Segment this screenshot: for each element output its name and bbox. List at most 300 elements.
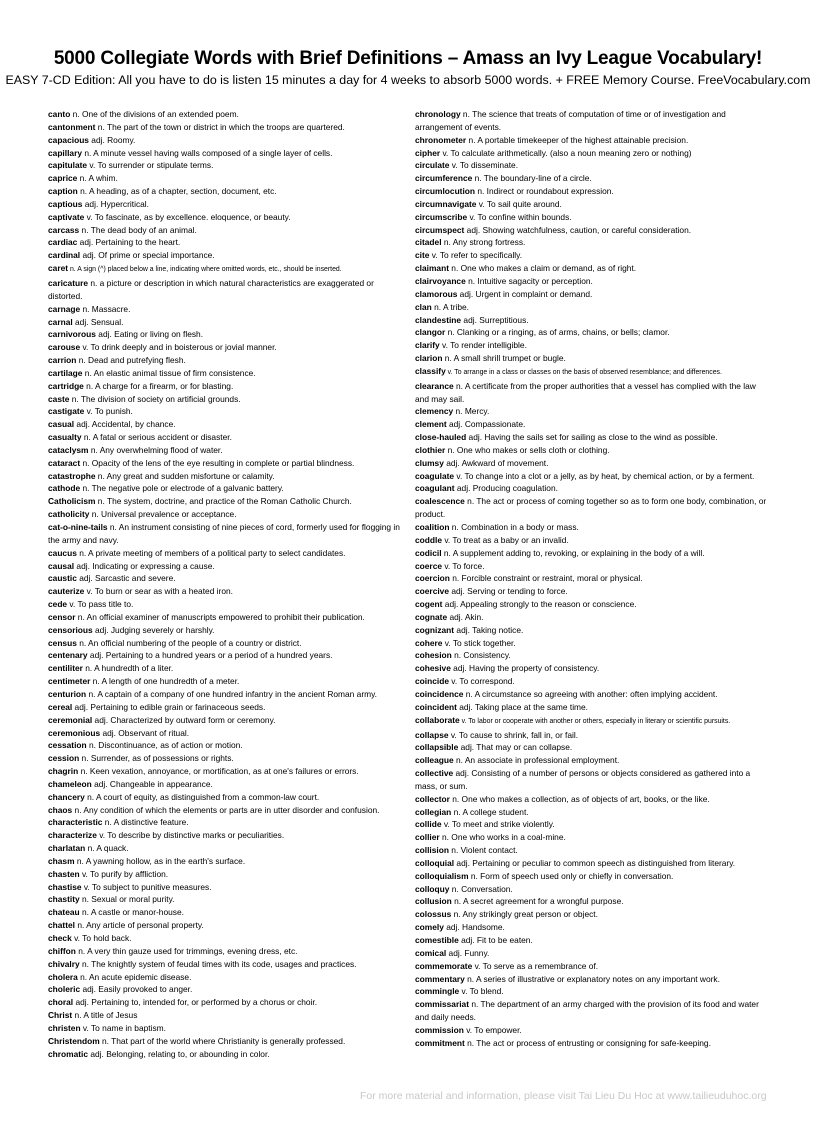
dictionary-entry [415,547,770,560]
entry-word: centiliter [48,663,83,674]
entry-definition: v. To empower. [463,1024,522,1035]
dictionary-entry [415,339,770,352]
dictionary-entry [48,701,400,714]
entry-word: cardinal [48,250,81,261]
dictionary-entry [415,108,770,134]
dictionary-entry [48,211,400,224]
dictionary-entry [48,598,400,611]
entry-word: casualty [48,432,82,443]
entry-word: clearance [415,380,454,391]
entry-definition: adj. Appealing strongly to the reason or conscience. [442,599,637,610]
entry-word: codicil [415,547,442,558]
dictionary-entry [415,470,770,483]
entry-definition: v. To arrange in a class or classes on the basis of observed resemblance; and differences. [445,368,722,376]
page-subtitle: EASY 7-CD Edition: All you have to do is listen 15 minutes a day for 4 weeks to absorb 5000 words. + FREE Memory Course. FreeVocabulary.com [5,73,811,87]
entry-definition: adj. Akin. [447,611,484,622]
dictionary-entry [48,185,400,198]
entry-definition: adj. Belonging, relating to, or abounding in color. [88,1048,270,1059]
entry-word: cognizant [415,624,455,635]
entry-word: colloquialism [415,870,469,881]
entry-word: claimant [415,263,449,274]
entry-definition: n. Consistency. [451,650,511,661]
dictionary-entry [48,1035,400,1048]
entry-word: coalition [415,522,450,532]
entry-definition: v. To hold back. [71,933,132,943]
entry-word: chasm [48,855,75,866]
entry-word: characterize [48,830,97,841]
dictionary-entry [415,534,770,547]
entry-word: collision [415,845,449,856]
entry-word: clairvoyance [415,275,466,286]
dictionary-entry [48,1022,400,1035]
entry-word: commingle [415,986,460,997]
entry-definition: adj. Pertaining to edible grain or farinaceous seeds. [72,701,266,712]
dictionary-entry [48,405,400,418]
entry-definition: adj. Compassionate. [446,419,526,430]
dictionary-entry [415,895,770,908]
dictionary-entry [48,236,400,249]
entry-definition: adj. Accidental, by chance. [74,419,176,430]
entry-definition: n. Violent contact. [448,845,518,856]
entry-definition: n. A charge for a firearm, or for blasting. [83,380,234,391]
entry-definition: adj. Easily provoked to anger. [80,984,193,995]
entry-definition: adj. Consisting of a number of persons or objects considered as gathered into a mass, or sum. [415,768,751,791]
entry-word: circumference [415,173,473,184]
entry-word: chattel [48,920,75,931]
entry-word: coerce [415,560,443,571]
dictionary-entry [48,842,400,855]
entry-definition: adj. Pertaining to, intended for, or performed by a chorus or choir. [73,997,318,1008]
entry-word: chameleon [48,778,92,789]
dictionary-entry [415,495,770,521]
entry-word: chromatic [48,1048,89,1059]
entry-definition: v. To confine within bounds. [467,211,572,222]
page-title: 5000 Collegiate Words with Brief Definitions – Amass an Ivy League Vocabulary! [53,48,763,69]
entry-word: collier [415,832,440,843]
dictionary-entry [48,688,400,701]
entry-word: clan [415,301,432,312]
entry-definition: adj. Of prime or special importance. [80,250,215,261]
footer-note: For more material and information, please visit Tai Lieu Du Hoc at www.tailieuduhoc.org [360,1090,767,1102]
entry-definition: n. Clanking or a ringing, as of arms, chains, or bells; clamor. [445,327,670,338]
dictionary-entry [48,262,400,277]
entry-definition: adj. Sensual. [72,316,124,327]
entry-definition: v. To change into a clot or a jelly, as by heat, by chemical action, or by a ferment. [454,470,755,481]
entry-word: carnivorous [48,329,96,340]
entry-word: coincidence [415,688,464,699]
entry-definition: v. To pass title to. [67,599,134,610]
entry-word: clothier [415,444,446,455]
entry-definition: n. Intuitive sagacity or perception. [465,275,593,286]
entry-word: censorious [48,624,93,635]
entry-definition: adj. Pertaining to the heart. [77,237,181,248]
dictionary-entry [415,729,770,742]
dictionary-entry [48,611,400,624]
entry-word: circumscribe [415,211,468,222]
dictionary-entry [48,482,400,495]
entry-definition: n. The boundary-line of a circle. [472,173,592,184]
dictionary-entry [48,1009,400,1022]
entry-definition: n. Any strikingly great person or object. [451,909,598,920]
dictionary-entry [415,159,770,172]
entry-definition: n. An elastic animal tissue of firm consistence. [82,367,256,378]
dictionary-entry [48,958,400,971]
entry-word: centimeter [48,676,91,687]
dictionary-entry [48,380,400,393]
entry-definition: n. A series of illustrative or explanatory notes on any important work. [464,973,720,984]
entry-definition: adj. Pertaining to a hundred years or a period of a hundred years. [87,650,333,661]
entry-definition: n. Massacre. [80,303,131,314]
dictionary-entry [415,883,770,896]
entry-word: caucus [48,547,77,558]
entry-definition: n. A captain of a company of one hundred infantry in the ancient Roman army. [86,688,377,699]
entry-word: cognate [415,611,448,622]
entry-definition: v. To correspond. [448,676,515,687]
dictionary-entry [48,919,400,932]
dictionary-entry [48,367,400,380]
dictionary-entry [415,1024,770,1037]
dictionary-entry [48,508,400,521]
dictionary-entry [415,560,770,573]
entry-definition: n. Keen vexation, annoyance, or mortification, as at one's failures or errors. [78,766,359,777]
dictionary-entry [415,585,770,598]
entry-definition: adj. Showing watchfulness, caution, or careful consideration. [464,224,692,235]
entry-word: coalescence [415,496,465,507]
entry-definition: adj. Serving or tending to force. [449,586,568,597]
entry-word: colossus [415,909,452,920]
dictionary-entry [415,418,770,431]
entry-word: coercive [415,586,449,597]
entry-word: chateau [48,907,80,918]
dictionary-entry [48,444,400,457]
entry-definition: v. To calculate arithmetically. (also a noun meaning zero or nothing) [440,147,692,158]
entry-word: caret [48,263,69,274]
entry-definition: v. To fascinate, as by excellence. eloquence, or beauty. [84,211,291,222]
dictionary-entry [48,341,400,354]
entry-word: comical [415,947,447,958]
entry-definition: n. Discontinuance, as of action or motion. [86,740,243,751]
entry-word: comestible [415,935,459,945]
dictionary-entry [415,908,770,921]
entry-word: carrion [48,355,77,366]
entry-word: clement [415,419,447,430]
entry-definition: n. A college student. [451,806,529,817]
entry-word: carouse [48,342,81,353]
entry-word: centenary [48,650,88,661]
dictionary-entry [415,211,770,224]
entry-word: capillary [48,147,82,158]
entry-definition: n. Conversation. [449,883,513,894]
entry-word: caustic [48,573,77,584]
dictionary-entry [48,996,400,1009]
entry-definition: n. An acute epidemic disease. [77,971,192,982]
entry-definition: v. To sail quite around. [476,198,562,209]
entry-definition: n. Combination in a body or mass. [449,522,579,532]
entry-word: clandestine [415,314,462,325]
dictionary-entry [415,249,770,262]
entry-definition: adj. Observant of ritual. [100,727,190,738]
entry-definition: n. An official numbering of the people of a country or district. [76,637,302,648]
entry-definition: n. A portable timekeeper of the highest attainable precision. [466,134,689,145]
entry-definition: adj. Changeable in appearance. [91,778,213,789]
dictionary-entry [48,547,400,560]
dictionary-entry [48,108,400,121]
dictionary-entry [415,947,770,960]
entry-definition: adj. Urgent in complaint or demand. [457,288,593,299]
entry-definition: adj. Eating or living on flesh. [95,329,204,340]
dictionary-entry [415,973,770,986]
entry-word: causal [48,560,75,571]
dictionary-entry [48,778,400,791]
dictionary-entry [48,585,400,598]
entry-word: cardiac [48,237,78,248]
entry-word: caricature [48,277,89,288]
entry-word: cathode [48,483,81,494]
dictionary-entry [48,714,400,727]
entry-definition: n. The department of an army charged with the provision of its food and water and daily needs. [415,999,759,1023]
dictionary-entry [415,741,770,754]
dictionary-entry [415,572,770,585]
dictionary-entry [415,521,770,534]
entry-definition: n. Any strong fortress. [441,237,526,248]
dictionary-entry [48,752,400,765]
entry-definition: n. Mercy. [453,406,490,417]
dictionary-entry [415,431,770,444]
entry-definition: n. A circumstance so agreeing with another: often implying accident. [463,688,718,699]
entry-word: chancery [48,791,85,802]
entry-word: collector [415,793,450,804]
entry-definition: v. To name in baptism. [80,1022,166,1033]
entry-word: chagrin [48,766,79,777]
entry-word: circumnavigate [415,198,477,209]
entry-word: coagulant [415,483,455,494]
entry-word: commentary [415,973,465,984]
entry-word: ceremonial [48,714,93,725]
entry-definition: n. The division of society on artificial grounds. [69,393,241,404]
dictionary-entry [48,893,400,906]
entry-definition: n. An official examiner of manuscripts empowered to prohibit their publication. [75,611,365,622]
entry-definition: adj. Roomy. [88,134,136,145]
entry-definition: v. To describe by distinctive marks or peculiarities. [96,830,285,841]
dictionary-entry [48,816,400,829]
dictionary-entry [48,572,400,585]
entry-word: cede [48,599,68,610]
entry-definition: adj. Sarcastic and severe. [76,573,176,584]
dictionary-entry [48,868,400,881]
dictionary-entry [48,637,400,650]
entry-word: cartridge [48,380,84,391]
entry-definition: v. To punish. [84,406,133,417]
entry-definition: adj. Producing coagulation. [454,483,558,494]
dictionary-entry [48,624,400,637]
dictionary-entry [415,793,770,806]
entry-definition: n. The science that treats of computation of time or of investigation and arrangement of events. [415,109,726,132]
entry-definition: n. One of the divisions of an extended poem. [70,109,239,119]
entry-word: chastity [48,894,80,905]
dictionary-entry [415,147,770,160]
dictionary-entry [48,804,400,817]
entry-word: captivate [48,211,85,222]
entry-definition: n. A court of equity, as distinguished from a common-law court. [84,791,320,802]
entry-definition: n. Any overwhelming flood of water. [88,444,223,455]
dictionary-entry [48,147,400,160]
entry-word: carnage [48,303,81,314]
entry-word: collusion [415,896,452,907]
entry-definition: n. A distinctive feature. [102,817,189,828]
entry-word: clemency [415,406,454,417]
dictionary-entry [415,185,770,198]
entry-word: cite [415,250,430,261]
dictionary-entry [415,649,770,662]
entry-word: clumsy [415,457,444,468]
entry-word: caption [48,186,78,197]
entry-word: clangor [415,327,446,338]
dictionary-entry [48,159,400,172]
entry-definition: n. One who makes a collection, as of objects of art, books, or the like. [449,793,710,804]
dictionary-entry [415,767,770,793]
entry-definition: n. A whim. [77,173,118,184]
entry-definition: n. A certificate from the proper authorities that a vessel has complied with the law and may sail. [415,380,756,404]
entry-definition: n. A title of Jesus [72,1010,138,1021]
entry-word: cataract [48,457,81,468]
dictionary-entry [48,739,400,752]
entry-definition: adj. Hypercritical. [82,198,149,209]
entry-definition: n. The dead body of an animal. [79,224,197,235]
dictionary-entry [48,277,400,303]
entry-definition: n. Sexual or moral purity. [79,894,175,905]
dictionary-entry [415,326,770,339]
entry-definition: n. The negative pole or electrode of a galvanic battery. [80,483,284,494]
entry-definition: adj. Funny. [446,947,490,958]
dictionary-entry [415,998,770,1024]
dictionary-entry [415,921,770,934]
dictionary-entry [415,844,770,857]
entry-definition: v. To meet and strike violently. [441,819,555,830]
dictionary-entry [415,301,770,314]
dictionary-entry [415,688,770,701]
entry-definition: n. That part of the world where Christianity is generally professed. [99,1035,346,1046]
entry-definition: n. A supplement adding to, revoking, or explaining in the body of a will. [441,547,705,558]
entry-definition: n. Forcible constraint or restraint, moral or physical. [449,573,643,584]
dictionary-entry [415,275,770,288]
entry-definition: n. The act or process of coming together so as to form one body, combination, or product. [415,496,767,520]
entry-definition: n. Universal prevalence or acceptance. [89,509,237,520]
entry-definition: v. To purify by affliction. [79,868,169,879]
entry-word: colloquy [415,883,450,894]
dictionary-entry [415,985,770,998]
entry-definition: n. A castle or manor-house. [79,907,184,918]
entry-word: comely [415,922,444,933]
entry-definition: adj. Handsome. [443,922,505,933]
dictionary-entry [48,829,400,842]
dictionary-entry [48,906,400,919]
entry-word: chaos [48,804,73,815]
entry-definition: n. A minute vessel having walls composed of a single layer of cells. [82,147,333,158]
entry-definition: n. The part of the town or district in which the troops are quartered. [95,121,345,132]
entry-word: colleague [415,755,454,766]
dictionary-entry [415,365,770,380]
entry-definition: n. The knightly system of feudal times with its code, usages and practices. [79,958,357,969]
entry-definition: adj. Having the sails set for sailing as close to the wind as possible. [466,432,718,443]
dictionary-entry [415,714,770,729]
entry-word: carnal [48,316,73,327]
entry-word: circulate [415,160,450,171]
entry-definition: adj. Taking notice. [454,624,524,635]
entry-word: census [48,637,77,648]
dictionary-entry [415,482,770,495]
entry-definition: adj. Taking place at the same time. [456,701,589,712]
entry-definition: n. A sign (^) placed below a line, indicating where omitted words, etc., should be inserted. [68,266,342,274]
dictionary-entry [415,754,770,767]
entry-definition: n. The system, doctrine, and practice of the Roman Catholic Church. [95,496,352,507]
entry-word: characteristic [48,817,103,828]
dictionary-entry [48,457,400,470]
dictionary-entry [415,198,770,211]
entry-word: coagulate [415,470,455,481]
entry-definition: n. Any condition of which the elements or parts are in utter disorder and confusion. [72,804,380,815]
entry-definition: v. To surrender or stipulate terms. [87,160,214,171]
entry-definition: v. To force. [442,560,485,571]
dictionary-entry [415,637,770,650]
entry-definition: n. The act or process of entrusting or consigning for safe-keeping. [464,1037,711,1048]
entry-word: cogent [415,599,443,610]
entry-definition: n. A yawning hollow, as in the earth's surface. [74,855,246,866]
entry-word: cereal [48,701,73,712]
entry-word: coercion [415,573,450,584]
dictionary-entry [415,405,770,418]
dictionary-entry [48,881,400,894]
entry-definition: n. One who makes or sells cloth or clothing. [445,444,610,455]
right-column [415,108,770,1050]
entry-word: commitment [415,1037,465,1048]
entry-definition: n. A tribe. [431,301,470,312]
dictionary-entry [48,328,400,341]
dictionary-entry [48,431,400,444]
entry-word: coincident [415,701,457,712]
entry-definition: n. A private meeting of members of a political party to select candidates. [76,547,346,558]
entry-word: carcass [48,224,80,235]
entry-definition: n. Dead and putrefying flesh. [76,355,186,366]
entry-definition: v. To subject to punitive measures. [81,881,212,892]
dictionary-entry [415,611,770,624]
entry-word: censor [48,611,76,622]
entry-definition: adj. Awkward of movement. [443,457,549,468]
entry-definition: n. A quack. [85,843,129,854]
entry-definition: n. A small shrill trumpet or bugle. [442,353,566,364]
entry-definition: adj. Judging severely or harshly. [92,624,215,635]
entry-word: clarion [415,353,443,364]
dictionary-entry [415,262,770,275]
dictionary-entry [415,134,770,147]
dictionary-entry [48,765,400,778]
entry-word: choral [48,997,74,1008]
entry-word: caste [48,393,70,404]
dictionary-entry [415,675,770,688]
dictionary-entry [48,662,400,675]
entry-word: cohere [415,637,443,648]
entry-word: christen [48,1022,81,1033]
entry-word: chivalry [48,958,80,969]
entry-definition: v. To serve as a remembrance of. [472,960,599,971]
entry-definition: n. A hundredth of a liter. [82,663,174,674]
entry-definition: v. To blend. [459,986,504,997]
entry-word: collapsible [415,742,459,753]
dictionary-entry [48,945,400,958]
dictionary-entry [48,354,400,367]
entry-word: centurion [48,688,87,699]
dictionary-entry [48,249,400,262]
entry-word: cohesion [415,650,452,661]
